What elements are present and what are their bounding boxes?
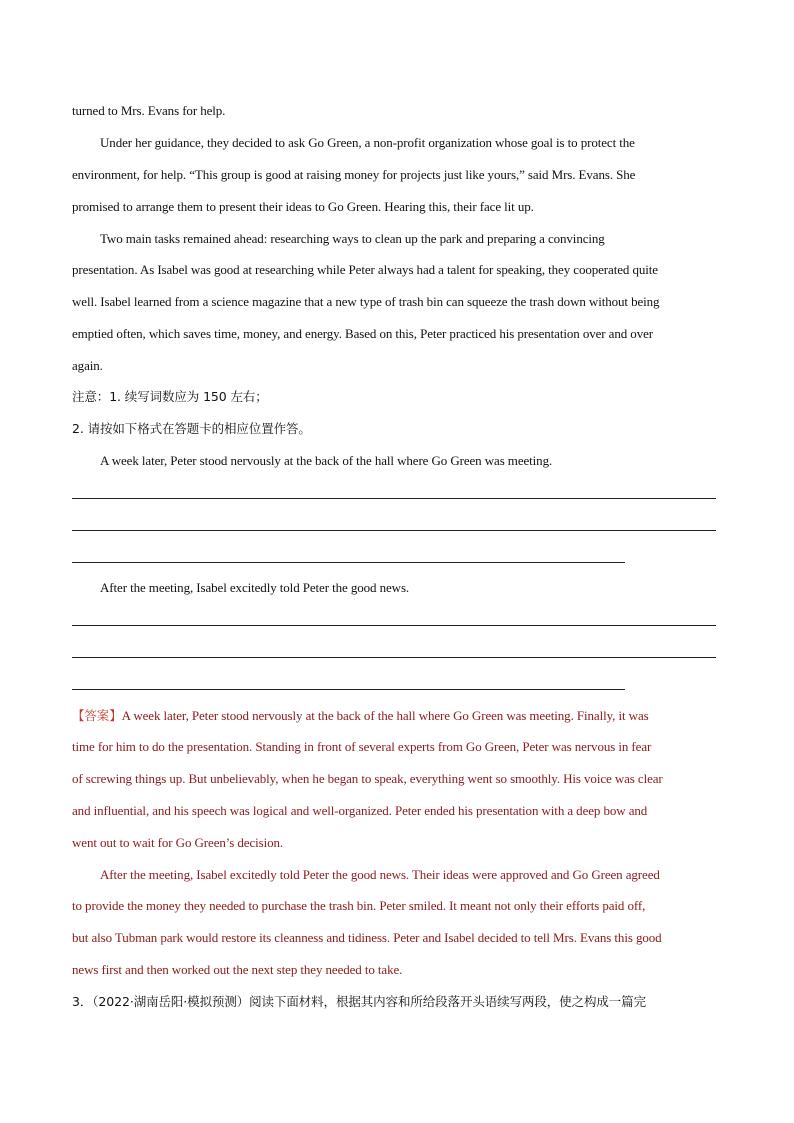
answer-line: After the meeting, Isabel excitedly told Peter the good news. Their ideas were approved and Go Green agreed — [100, 867, 660, 882]
prompt-paragraph-2: After the meeting, Isabel excitedly told Peter the good news. — [100, 580, 410, 595]
story-line: Under her guidance, they decided to ask Go Green, a non-profit organization whose goal is to protect the — [100, 135, 635, 150]
answer-line: time for him to do the presentation. Standing in front of several experts from Go Green, Peter was nervous in fear — [72, 739, 652, 754]
story-line: Two main tasks remained ahead: researching ways to clean up the park and preparing a convincing — [100, 231, 605, 246]
note-format: 2. 请按如下格式在答题卡的相应位置作答。 — [72, 421, 311, 436]
writing-line[interactable] — [72, 562, 625, 563]
answer-text: A week later, Peter stood nervously at the back of the hall where Go Green was meeting. Finally, it was — [121, 708, 649, 723]
writing-line[interactable] — [72, 657, 716, 658]
story-line: promised to arrange them to present their ideas to Go Green. Hearing this, their face lit up. — [72, 199, 534, 214]
prompt-paragraph-1: A week later, Peter stood nervously at the back of the hall where Go Green was meeting. — [100, 453, 553, 468]
story-line: emptied often, which saves time, money, and energy. Based on this, Peter practiced his presentation over and over — [72, 326, 653, 341]
writing-line[interactable] — [72, 498, 716, 499]
note-word-count: 注意：1. 续写词数应为 150 左右； — [72, 389, 268, 404]
story-line: again. — [72, 358, 103, 373]
answer-line: went out to wait for Go Green’s decision. — [72, 835, 284, 850]
story-line: presentation. As Isabel was good at researching while Peter always had a talent for speaking, they cooperated quite — [72, 262, 658, 277]
story-line: well. Isabel learned from a science magazine that a new type of trash bin can squeeze the trash down without being — [72, 294, 660, 309]
next-question: 3．（2022·湖南岳阳·模拟预测）阅读下面材料，根据其内容和所给段落开头语续写两段，使之构成一篇完 — [72, 994, 646, 1009]
writing-line[interactable] — [72, 689, 625, 690]
writing-line[interactable] — [72, 625, 716, 626]
answer-tag: 【答案】 — [72, 708, 122, 723]
answer-line: of screwing things up. But unbelievably, when he began to speak, everything went so smoothly. His voice was clear — [72, 771, 663, 786]
answer-line: but also Tubman park would restore its cleanness and tidiness. Peter and Isabel decided to tell Mrs. Evans this good — [72, 930, 662, 945]
answer-line: and influential, and his speech was logical and well-organized. Peter ended his presentation with a deep bow and — [72, 803, 648, 818]
writing-line[interactable] — [72, 530, 716, 531]
answer-line: news first and then worked out the next step they needed to take. — [72, 962, 403, 977]
story-line: turned to Mrs. Evans for help. — [72, 103, 226, 118]
answer-line-1 — [72, 708, 649, 724]
story-line: environment, for help. “This group is good at raising money for projects just like yours,” said Mrs. Evans. She — [72, 167, 636, 182]
answer-line: to provide the money they needed to purchase the trash bin. Peter smiled. It meant not only their efforts paid off, — [72, 898, 646, 913]
